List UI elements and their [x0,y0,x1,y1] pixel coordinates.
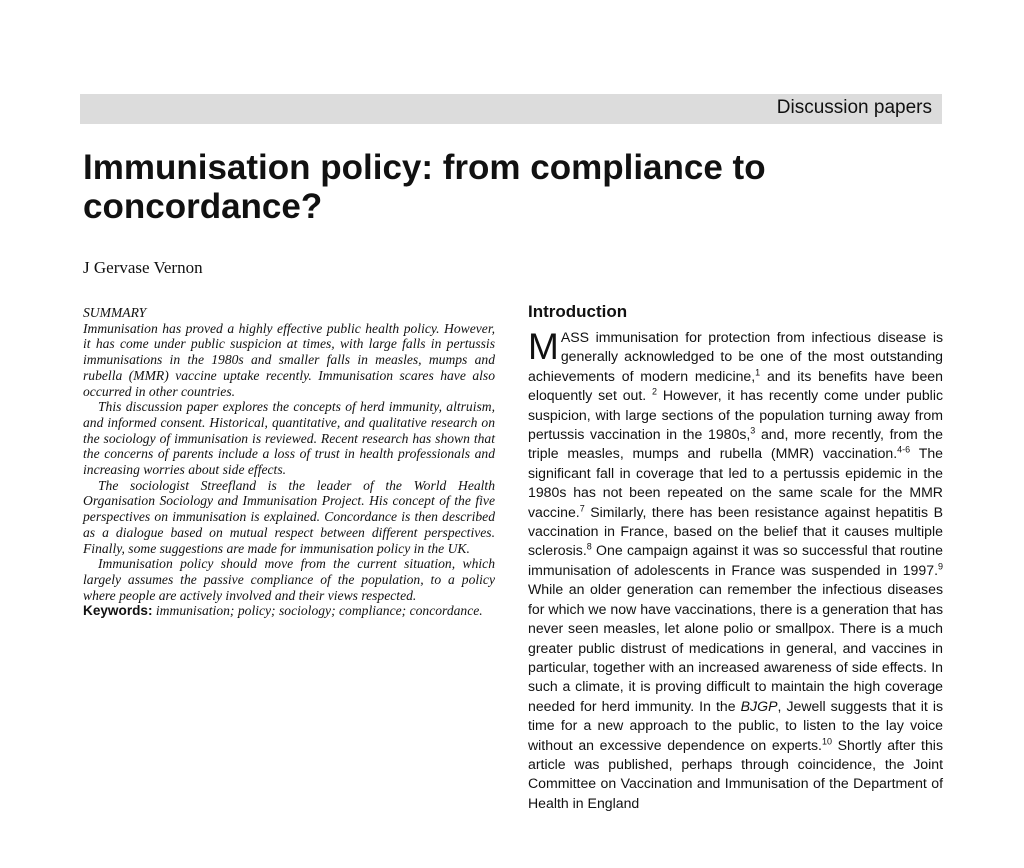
reference-marker[interactable]: 4-6 [897,444,911,455]
reference-marker[interactable]: 3 [750,425,756,436]
summary-block [83,305,495,619]
keywords-line [83,603,495,619]
introduction-heading: Introduction [528,302,628,321]
reference-marker[interactable]: 10 [821,735,832,746]
body-text: The significant fall in coverage that led to a pertussis epidemic in the 1980s has not been repeated on the same scale for the MMR vaccine. [528,445,944,520]
keywords-label: Keywords: [83,603,153,619]
summary-label: SUMMARY [83,305,147,320]
summary-paragraph: The sociologist Streefland is the leader of the World Health Organisation Sociology and Immunisation Project. His concept of the five perspectives on immunisation is explained. Concordance is then described as a dialogue based on mutual respect between different perspectives. Finally, some suggestions are made for immunisation policy in the UK. [83,477,495,556]
body-text: Shortly after this article was published, perhaps through coincidence, the Joint Committee on Vaccination and Immunisation of the Department of Health in England [528,736,943,811]
author-name: J Gervase Vernon [83,258,203,277]
introduction-body [528,328,943,813]
drop-cap: M [528,326,559,367]
keywords-text: immunisation; policy; sociology; compliance; concordance. [155,603,483,619]
section-header-bar [80,94,942,124]
summary-paragraph: This discussion paper explores the concepts of herd immunity, altruism, and informed consent. Historical, quantitative, and qualitative research on the sociology of immunisation is reviewed. Recent research has shown that the concerns of parents include a loss of trust in health professionals and increasing worries about side effects. [83,399,495,478]
article-title: Immunisation policy: from compliance to concordance? [83,148,766,226]
reference-marker[interactable]: 8 [586,541,592,552]
body-text: One campaign against it was so successful that routine immunisation of adolescents in France was suspended in 1997. [528,542,943,578]
journal-name: BJGP [740,697,778,714]
summary-paragraph: Immunisation policy should move from the current situation, which largely assumes the passive compliance of the population, to a policy where people are actively involved and their views respected. [83,556,495,603]
section-label: Discussion papers [776,97,932,118]
body-text: ASS immunisation for protection from infectious disease is generally acknowledged to be one of the most outstanding achievements of modern medicine, [528,329,943,384]
body-text: While an older generation can remember the infectious diseases for which we now have vaccinations, there is a generation that has never seen measles, let alone polio or smallpox. There is a much greater public distrust of medications in general, and vaccines in particular, together with an increased awareness of side effects. In such a climate, it is proving difficult to maintain the high coverage needed for herd immunity. In the [528,581,943,714]
reference-marker[interactable]: 2 [652,386,658,397]
reference-marker[interactable]: 1 [755,367,761,378]
summary-paragraph: Immunisation has proved a highly effective public health policy. However, it has come under public suspicion at times, with large falls in pertussis immunisations in the 1980s and smaller falls in measles, mumps and rubella (MMR) vaccine uptake recently. Immunisation scares have also occurred in other countries. [83,320,495,399]
body-text: Similarly, there has been resistance against hepatitis B vaccination in France, based on the belief that it causes multiple sclerosis. [528,503,943,559]
body-text: and, more recently, from the triple measles, mumps and rubella (MMR) vaccination. [528,426,943,462]
body-text: However, it has recently come under public suspicion, with large sections of the population turning away from pertussis vaccination in the 1980s, [528,387,943,443]
body-text: and its benefits have been eloquently set out. [528,367,943,404]
body-text: , Jewell suggests that it is time for a new approach to the public, to listen to the lay voice without an excessive dependence on experts. [528,697,943,753]
reference-marker[interactable]: 7 [579,502,585,513]
reference-marker[interactable]: 9 [937,561,943,572]
